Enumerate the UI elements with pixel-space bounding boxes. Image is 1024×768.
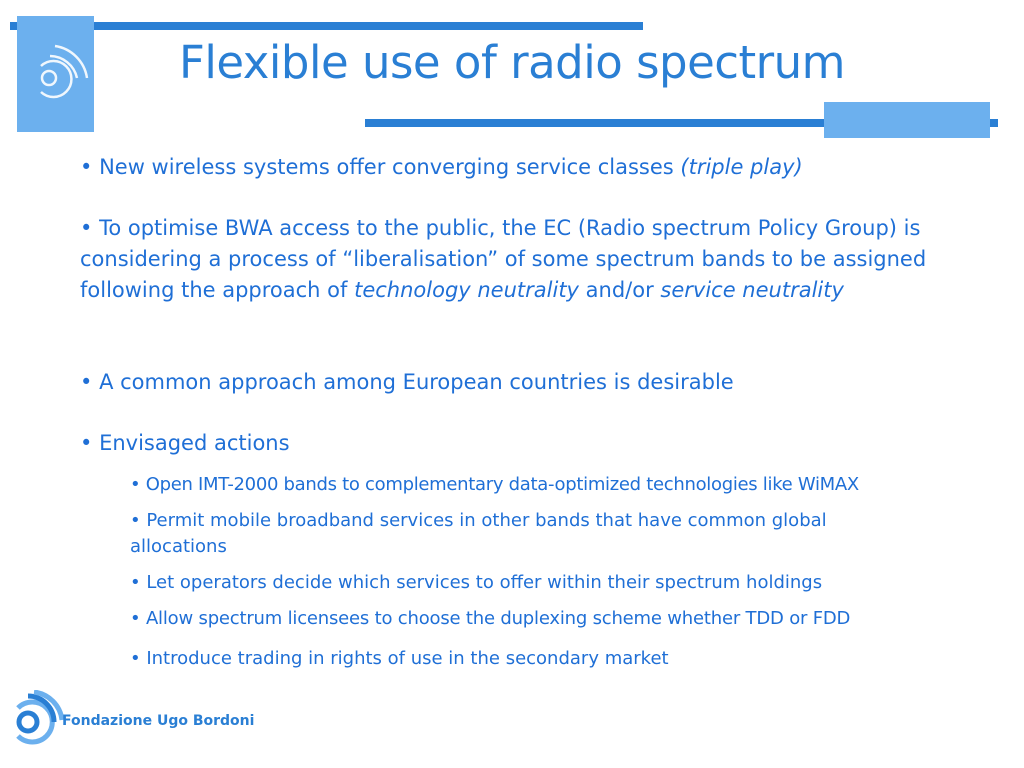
bullet-4 [80, 428, 980, 459]
footer-logo-icon [4, 690, 66, 750]
bullet-marker: • [80, 155, 100, 179]
bullet-text: Envisaged actions [99, 431, 290, 455]
sub-bullet-5: • Introduce trading in rights of use in the secondary market [130, 648, 669, 669]
sub-bullet-2: • Permit mobile broadband services in other bands that have common global allocations [130, 510, 827, 557]
slide-title: Flexible use of radio spectrum [178, 36, 846, 89]
bullet-marker: • [80, 216, 100, 240]
header-box-right [824, 102, 990, 138]
bullet-1 [80, 152, 980, 183]
sub-bullet-1: • Open IMT-2000 bands to complementary data-optimized technologies like WiMAX [130, 474, 859, 495]
sub-bullet-4: • Allow spectrum licensees to choose the duplexing scheme whether TDD or FDD [130, 608, 851, 629]
bullet-text: To optimise BWA access to the public, the EC (Radio spectrum Policy Group) is considering a process of “liberalisation” of some spectrum bands to be assigned following the approach of [80, 216, 927, 302]
bullet-text: New wireless systems offer converging service classes [99, 155, 681, 179]
bullet-marker: • [80, 370, 100, 394]
bullet-italic-text: (triple play) [680, 155, 803, 179]
bullet-italic-text: technology neutrality [354, 278, 579, 302]
bullet-2 [80, 213, 980, 306]
bullet-3 [80, 367, 980, 398]
footer-organization-name: Fondazione Ugo Bordoni [62, 713, 255, 729]
header-bar-top [10, 22, 643, 30]
bullet-text: and/or [578, 278, 661, 302]
bullet-marker: • [80, 431, 100, 455]
bullet-italic-text: service neutrality [660, 278, 844, 302]
bullet-text: A common approach among European countries is desirable [99, 370, 734, 394]
sub-bullet-3: • Let operators decide which services to offer within their spectrum holdings [130, 572, 823, 593]
